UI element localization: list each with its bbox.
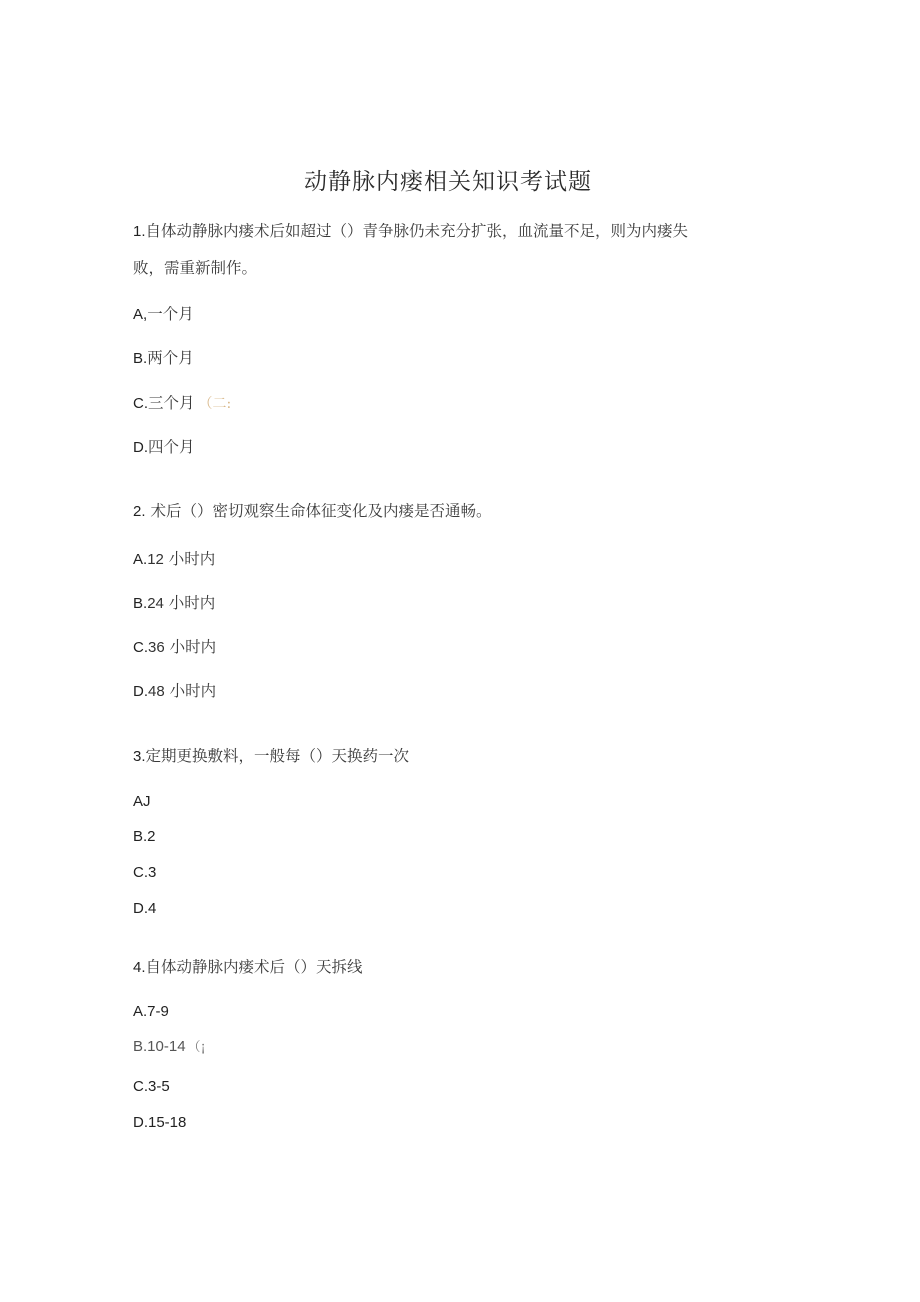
option-d — [133, 681, 216, 702]
option-a — [133, 304, 194, 325]
option-d — [133, 1112, 186, 1133]
option-text: 小时内 — [164, 638, 217, 656]
option-letter: C. — [133, 395, 148, 412]
option-text: 小时内 — [164, 682, 217, 700]
option-d — [133, 898, 156, 919]
option-number: 24 — [147, 595, 164, 612]
option-a — [133, 1001, 169, 1022]
option-text: 四个月 — [148, 438, 195, 456]
option-c — [133, 637, 216, 658]
option-letter: A.7-9 — [133, 1003, 169, 1020]
option-number: 48 — [148, 683, 165, 700]
option-text: 三个月 — [148, 394, 195, 412]
question-text: 自体动静脉内瘘术后如超过（）青争脉仍未充分扩张，血流量不足，则为内瘘失 — [145, 222, 689, 240]
option-d — [133, 437, 195, 458]
option-letter: D.4 — [133, 900, 157, 917]
option-c — [133, 1076, 170, 1097]
option-c — [133, 862, 156, 883]
question-number: 4. — [133, 959, 146, 976]
option-number: 36 — [148, 639, 165, 656]
question-number: 1. — [133, 223, 146, 240]
option-letter: C. — [133, 639, 148, 656]
question-4 — [133, 957, 363, 978]
option-b — [133, 1036, 206, 1058]
option-letter: A, — [133, 306, 148, 323]
answer-mark: （¡ — [187, 1040, 206, 1055]
option-letter: C.3-5 — [133, 1078, 170, 1095]
question-number: 2. — [133, 503, 146, 520]
option-text: 小时内 — [163, 550, 216, 568]
page-title: 动静脉内瘘相关知识考试题 — [304, 169, 592, 195]
option-a — [133, 549, 215, 570]
option-text: 一个月 — [147, 305, 194, 323]
question-3 — [133, 746, 409, 767]
question-text: 自体动静脉内瘘术后（）天拆线 — [145, 958, 363, 976]
option-a — [133, 791, 151, 812]
option-b — [133, 826, 156, 847]
question-number: 3. — [133, 748, 146, 765]
option-letter: D.15-18 — [133, 1114, 187, 1131]
option-letter: B. — [133, 595, 148, 612]
option-c — [133, 393, 231, 414]
question-text: 术后（）密切观察生命体征变化及内瘘是否通畅。 — [145, 502, 492, 520]
question-2 — [133, 501, 491, 522]
question-text: 败，需重新制作。 — [133, 259, 258, 277]
option-b — [133, 593, 215, 614]
option-letter: B. — [133, 350, 148, 367]
option-text: 两个月 — [147, 349, 194, 367]
option-b — [133, 348, 194, 369]
option-letter: A. — [133, 551, 148, 568]
option-letter: C.3 — [133, 864, 157, 881]
option-letter: D. — [133, 683, 148, 700]
option-text: 小时内 — [163, 594, 216, 612]
question-1 — [133, 221, 688, 242]
answer-mark: （二: — [198, 396, 232, 412]
option-number: 12 — [147, 551, 164, 568]
option-letter: B.2 — [133, 828, 156, 845]
option-letter: B.10-14 — [133, 1038, 186, 1055]
option-letter: D. — [133, 439, 148, 456]
question-1-continued — [133, 258, 257, 278]
question-text: 定期更换敷料，一般每（）天换药一次 — [145, 747, 410, 765]
option-letter: AJ — [133, 793, 151, 810]
